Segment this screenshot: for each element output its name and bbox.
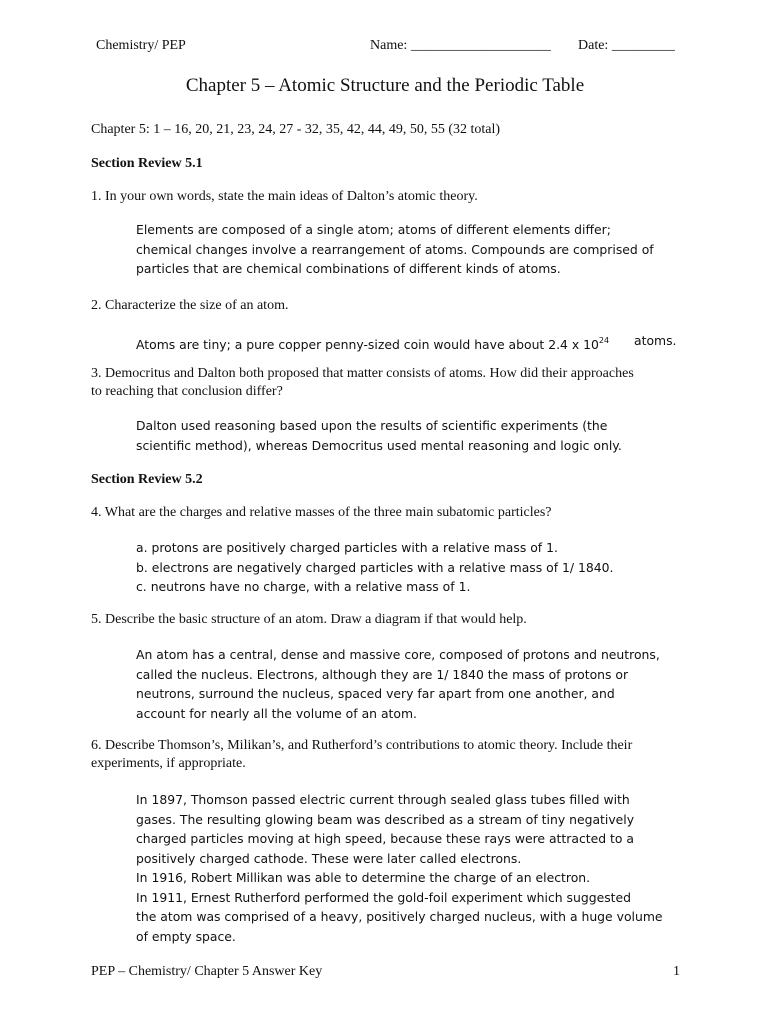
answer-6-line: positively charged cathode. These were later called electrons. — [136, 850, 522, 866]
answer-1 — [136, 220, 654, 279]
question-6-line-1: 6. Describe Thomson’s, Milikan’s, and Rutherford’s contributions to atomic theory. Include their — [91, 738, 633, 753]
answer-6-line: gases. The resulting glowing beam was described as a stream of tiny negatively — [136, 811, 635, 827]
answer-3 — [136, 416, 622, 455]
page-title: Chapter 5 – Atomic Structure and the Periodic Table — [185, 75, 585, 96]
answer-4-line: b. electrons are negatively charged particles with a relative mass of 1/ 1840. — [136, 559, 614, 575]
answer-6 — [136, 790, 663, 946]
answer-6-line: the atom was comprised of a heavy, positively charged nucleus, with a huge volume — [136, 909, 663, 924]
answer-1-line: chemical changes involve a rearrangement of atoms. Compounds are comprised of — [136, 241, 654, 257]
answer-2-text: Atoms are tiny; a pure copper penny-sized coin would have about 2.4 x 10 — [136, 337, 599, 352]
answer-6-line: In 1911, Ernest Rutherford performed the gold-foil experiment which suggested — [136, 889, 632, 905]
answer-3-line: Dalton used reasoning based upon the results of scientific experiments (the — [136, 418, 608, 433]
question-3-line-1: 3. Democritus and Dalton both proposed that matter consists of atoms. How did their approaches — [91, 366, 634, 381]
question-2: 2. Characterize the size of an atom. — [91, 298, 289, 313]
question-5: 5. Describe the basic structure of an atom. Draw a diagram if that would help. — [91, 612, 527, 627]
answer-1-line: Elements are composed of a single atom; atoms of different elements differ; — [136, 222, 611, 237]
question-6-line-2: experiments, if appropriate. — [91, 756, 246, 771]
footer-label: PEP – Chemistry/ Chapter 5 Answer Key — [91, 964, 323, 979]
answer-2-unit: atoms. — [634, 333, 677, 348]
course-label: Chemistry/ PEP — [96, 38, 186, 53]
answer-5-line: called the nucleus. Electrons, although they are 1/ 1840 the mass of protons or — [136, 666, 629, 682]
name-field-label: Name: ____________________ — [370, 38, 551, 53]
answer-5-line: account for nearly all the volume of an atom. — [136, 705, 417, 721]
answer-4 — [136, 538, 613, 597]
answer-4-line: c. neutrons have no charge, with a relative mass of 1. — [136, 579, 471, 594]
answer-2 — [136, 331, 609, 355]
question-4: 4. What are the charges and relative masses of the three main subatomic particles? — [91, 505, 552, 520]
page-number: 1 — [673, 964, 680, 979]
answer-3-line: scientific method), whereas Democritus used mental reasoning and logic only. — [136, 437, 622, 453]
date-field-label: Date: _________ — [578, 38, 675, 53]
answer-5 — [136, 645, 660, 723]
question-1: 1. In your own words, state the main ideas of Dalton’s atomic theory. — [91, 189, 478, 204]
question-3-line-2: to reaching that conclusion differ? — [91, 384, 283, 399]
answer-4-line: a. protons are positively charged particles with a relative mass of 1. — [136, 540, 558, 555]
answer-1-line: particles that are chemical combinations of different kinds of atoms. — [136, 261, 561, 276]
answer-6-line: of empty space. — [136, 928, 236, 944]
section-heading-5-2: Section Review 5.2 — [91, 472, 203, 487]
section-heading-5-1: Section Review 5.1 — [91, 156, 203, 171]
answer-6-line: charged particles moving at high speed, because these rays were attracted to a — [136, 831, 635, 846]
assignment-line: Chapter 5: 1 – 16, 20, 21, 23, 24, 27 - 32, 35, 42, 44, 49, 50, 55 (32 total) — [91, 122, 501, 137]
answer-6-line: In 1897, Thomson passed electric current through sealed glass tubes filled with — [136, 792, 630, 807]
answer-5-line: An atom has a central, dense and massive core, composed of protons and neutrons, — [136, 647, 660, 662]
answer-5-line: neutrons, surround the nucleus, spaced very far apart from one another, and — [136, 686, 615, 701]
answer-2-exponent: 24 — [598, 336, 610, 345]
answer-6-line: In 1916, Robert Millikan was able to determine the charge of an electron. — [136, 870, 591, 885]
